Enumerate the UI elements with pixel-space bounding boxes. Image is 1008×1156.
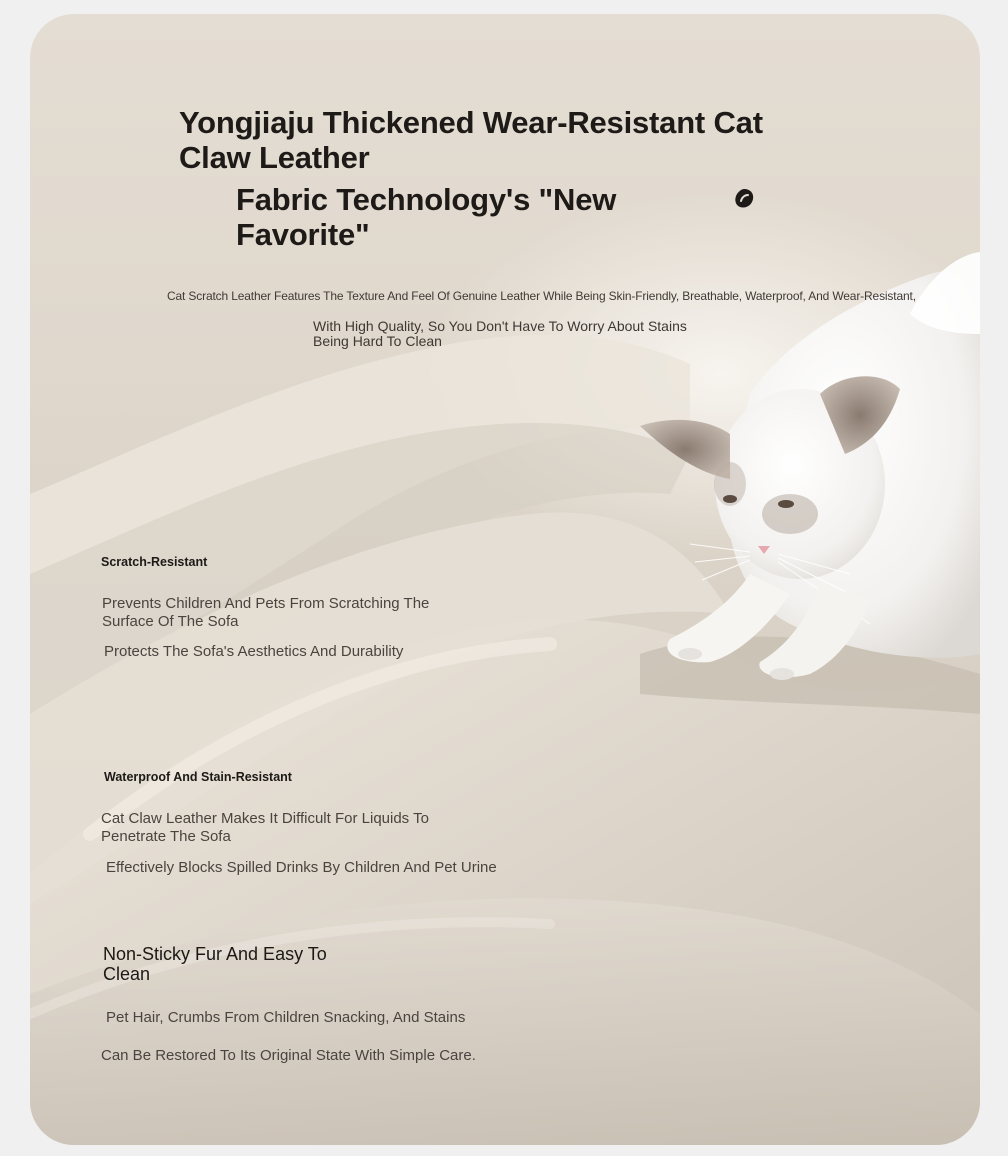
intro-line-1: Cat Scratch Leather Features The Texture And Feel Of Genuine Leather While Being Skin-Friendly, Breathable, Waterproof, And Wear-Resistant,: [167, 289, 916, 303]
feature-heading-waterproof: Waterproof And Stain-Resistant: [104, 770, 292, 784]
leaf-droplet-icon: [732, 187, 756, 211]
feature-heading-non-sticky: Non-Sticky Fur And Easy To Clean: [103, 944, 327, 984]
feature-waterproof-line-1: Cat Claw Leather Makes It Difficult For Liquids To Penetrate The Sofa: [101, 810, 429, 845]
title-line-2: Fabric Technology's "New Favorite": [236, 182, 617, 252]
intro-line-2: With High Quality, So You Don't Have To Worry About Stains Being Hard To Clean: [313, 318, 687, 349]
feature-heading-scratch-resistant: Scratch-Resistant: [101, 555, 208, 569]
feature-non-sticky-line-1: Pet Hair, Crumbs From Children Snacking, And Stains: [106, 1009, 466, 1026]
white-cat-graphic: [640, 252, 980, 680]
feature-waterproof-line-2: Effectively Blocks Spilled Drinks By Children And Pet Urine: [106, 859, 497, 876]
title-line-1: Yongjiaju Thickened Wear-Resistant Cat Claw Leather: [179, 105, 763, 175]
product-feature-card: [30, 14, 980, 1145]
feature-scratch-line-2: Protects The Sofa's Aesthetics And Durability: [104, 643, 404, 660]
feature-non-sticky-line-2: Can Be Restored To Its Original State With Simple Care.: [101, 1047, 476, 1064]
feature-scratch-line-1: Prevents Children And Pets From Scratching The Surface Of The Sofa: [102, 595, 430, 630]
